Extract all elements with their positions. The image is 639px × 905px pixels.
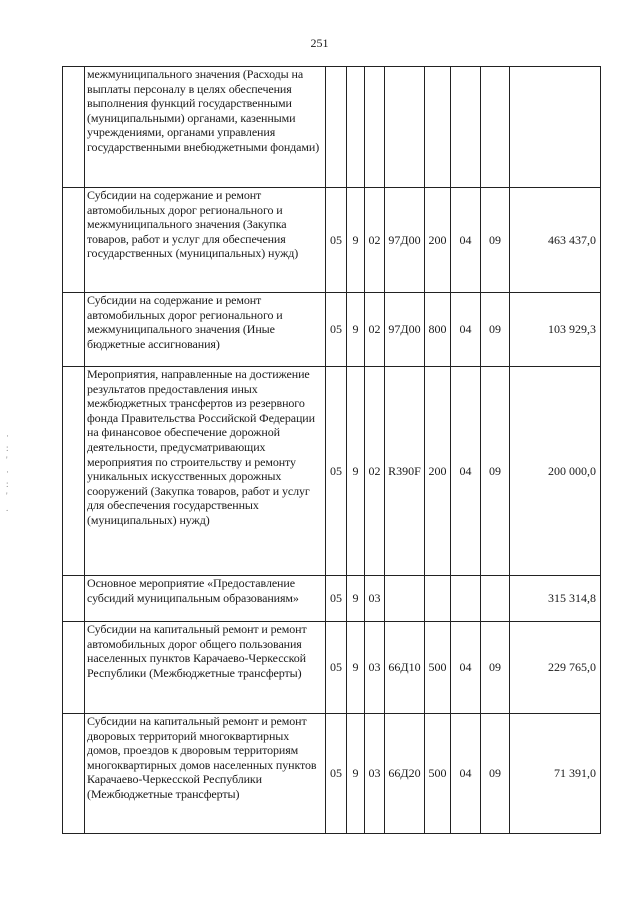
expense-name-cell: межмуниципального значения (Расходы на выплаты персоналу в целях обеспечения выполнения функций государственными (муниципальными) органами, казенными учреждениями, органами управления государственными внебюджетными фондами) <box>85 67 326 188</box>
subsection-code-cell: 9 <box>347 714 365 834</box>
table-row <box>63 367 601 576</box>
table-row <box>63 622 601 714</box>
row-index-cell <box>63 576 85 622</box>
table-row <box>63 714 601 834</box>
section-code-cell <box>326 67 347 188</box>
expense-type-code-cell: 200 <box>425 367 451 576</box>
target-code-cell: R390F <box>385 367 425 576</box>
margin-scan-marks: · : ' · : ' . <box>6 431 9 513</box>
row-index-cell <box>63 714 85 834</box>
expense-type-code-cell <box>425 67 451 188</box>
row-index-cell <box>63 622 85 714</box>
amount-cell: 315 314,8 <box>510 576 601 622</box>
subchapter-code-cell: 09 <box>481 367 510 576</box>
table-row <box>63 576 601 622</box>
subsection-code-cell: 9 <box>347 622 365 714</box>
expense-name-cell: Мероприятия, направленные на достижение результатов предоставления иных межбюджетных трансфертов из резервного фонда Правительства Российской Федерации на финансовое обеспечение дорожной деятельности, предусматривающих мероприятия по строительству и ремонту уникальных искусственных дорожных сооружений (Закупка товаров, работ и услуг для обеспечения государственных (муниципальных) нужд) <box>85 367 326 576</box>
subchapter-code-cell: 09 <box>481 622 510 714</box>
amount-cell: 463 437,0 <box>510 188 601 293</box>
program-code-cell: 02 <box>365 293 385 367</box>
subchapter-code-cell: 09 <box>481 293 510 367</box>
budget-table <box>62 66 601 834</box>
page-number: 251 <box>310 36 329 50</box>
expense-type-code-cell: 200 <box>425 188 451 293</box>
chapter-code-cell <box>451 67 481 188</box>
amount-cell: 200 000,0 <box>510 367 601 576</box>
expense-name-cell: Основное мероприятие «Предоставление субсидий муниципальным образованиям» <box>85 576 326 622</box>
table-row <box>63 293 601 367</box>
chapter-code-cell: 04 <box>451 188 481 293</box>
target-code-cell: 66Д10 <box>385 622 425 714</box>
target-code-cell: 97Д00 <box>385 188 425 293</box>
subsection-code-cell <box>347 67 365 188</box>
subsection-code-cell: 9 <box>347 188 365 293</box>
expense-name-cell: Субсидии на содержание и ремонт автомобильных дорог регионального и межмуниципального значения (Закупка товаров, работ и услуг для обеспечения государственных (муниципальных) нужд) <box>85 188 326 293</box>
amount-cell: 103 929,3 <box>510 293 601 367</box>
chapter-code-cell <box>451 576 481 622</box>
expense-name-cell: Субсидии на содержание и ремонт автомобильных дорог регионального и межмуниципального значения (Иные бюджетные ассигнования) <box>85 293 326 367</box>
chapter-code-cell: 04 <box>451 293 481 367</box>
program-code-cell: 03 <box>365 622 385 714</box>
row-index-cell <box>63 67 85 188</box>
section-code-cell: 05 <box>326 714 347 834</box>
expense-type-code-cell: 800 <box>425 293 451 367</box>
program-code-cell: 02 <box>365 367 385 576</box>
table-row <box>63 188 601 293</box>
subchapter-code-cell: 09 <box>481 188 510 293</box>
subchapter-code-cell <box>481 67 510 188</box>
program-code-cell: 03 <box>365 714 385 834</box>
amount-cell: 229 765,0 <box>510 622 601 714</box>
subsection-code-cell: 9 <box>347 576 365 622</box>
target-code-cell: 97Д00 <box>385 293 425 367</box>
program-code-cell <box>365 67 385 188</box>
target-code-cell <box>385 67 425 188</box>
expense-type-code-cell: 500 <box>425 714 451 834</box>
expense-type-code-cell <box>425 576 451 622</box>
section-code-cell: 05 <box>326 576 347 622</box>
section-code-cell: 05 <box>326 293 347 367</box>
row-index-cell <box>63 367 85 576</box>
section-code-cell: 05 <box>326 367 347 576</box>
chapter-code-cell: 04 <box>451 367 481 576</box>
row-index-cell <box>63 188 85 293</box>
target-code-cell <box>385 576 425 622</box>
subchapter-code-cell: 09 <box>481 714 510 834</box>
section-code-cell: 05 <box>326 188 347 293</box>
subsection-code-cell: 9 <box>347 293 365 367</box>
expense-name-cell: Субсидии на капитальный ремонт и ремонт автомобильных дорог общего пользования населенных пунктов Карачаево-Черкесской Республики (Межбюджетные трансферты) <box>85 622 326 714</box>
table-row <box>63 67 601 188</box>
amount-cell: 71 391,0 <box>510 714 601 834</box>
program-code-cell: 02 <box>365 188 385 293</box>
section-code-cell: 05 <box>326 622 347 714</box>
amount-cell <box>510 67 601 188</box>
expense-type-code-cell: 500 <box>425 622 451 714</box>
subsection-code-cell: 9 <box>347 367 365 576</box>
row-index-cell <box>63 293 85 367</box>
chapter-code-cell: 04 <box>451 714 481 834</box>
expense-name-cell: Субсидии на капитальный ремонт и ремонт дворовых территорий многоквартирных домов, проездов к дворовым территориям многоквартирных домов населенных пунктов Карачаево-Черкесской Республики (Межбюджетные трансферты) <box>85 714 326 834</box>
chapter-code-cell: 04 <box>451 622 481 714</box>
subchapter-code-cell <box>481 576 510 622</box>
target-code-cell: 66Д20 <box>385 714 425 834</box>
program-code-cell: 03 <box>365 576 385 622</box>
